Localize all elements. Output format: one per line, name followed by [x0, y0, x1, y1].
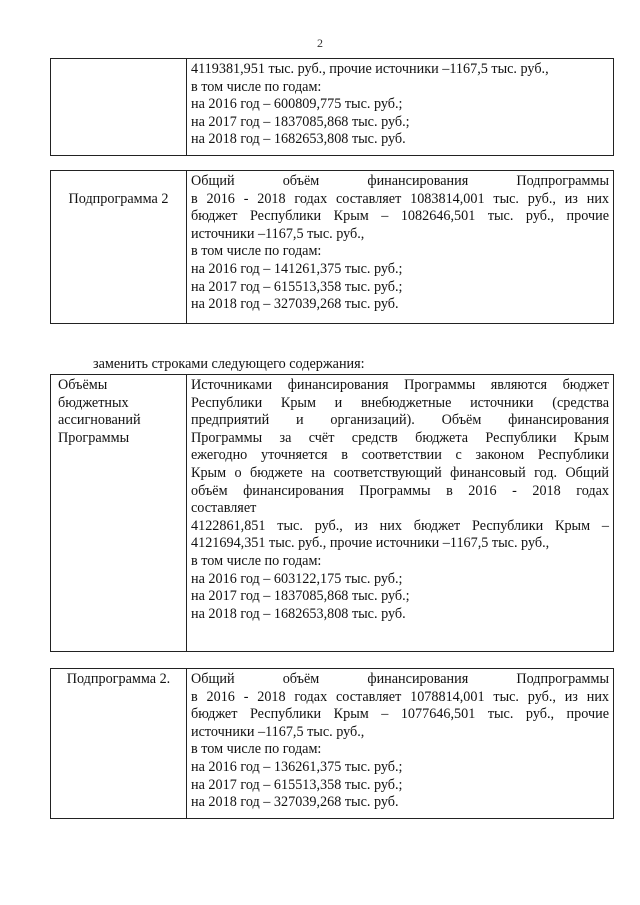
- label-cell: [51, 59, 187, 156]
- text-line: в 2016 - 2018 годах составляет 1078814,001 тыс. руб., из них: [191, 688, 609, 705]
- text-line: Крым о бюджете на соответствующий финансовый год. Общий: [191, 464, 609, 481]
- text-line: на 2017 год – 1837085,868 тыс. руб.;: [191, 113, 410, 130]
- text-line: Общий объём финансирования Подпрограммы: [191, 671, 609, 687]
- label-cell: [51, 375, 187, 652]
- replacement-intro: заменить строками следующего содержания:: [93, 356, 365, 372]
- table-row: [51, 669, 614, 819]
- text-line: в том числе по годам:: [191, 243, 322, 260]
- text-line: на 2017 год – 615513,358 тыс. руб.;: [191, 776, 403, 793]
- row-label: Подпрограмма 2.: [66, 671, 171, 687]
- text-line: Программы за счёт средств бюджета Республики Крым: [191, 429, 609, 446]
- text-line: на 2016 год – 141261,375 тыс. руб.;: [191, 260, 403, 277]
- text-line: бюджет Республики Крым – 1082646,501 тыс. руб., прочие: [191, 208, 609, 225]
- table-row: [51, 375, 614, 652]
- text-line: в 2016 - 2018 годах составляет 1083814,001 тыс. руб., из них: [191, 190, 609, 207]
- text-cell: [187, 171, 614, 324]
- text-line: на 2018 год – 1682653,808 тыс. руб.: [191, 131, 406, 148]
- text-line: в том числе по годам:: [191, 552, 322, 569]
- row-label: [51, 59, 186, 65]
- table-row: [51, 171, 614, 324]
- subprogram-2-new-table: [50, 668, 614, 819]
- text-line: на 2018 год – 327039,268 тыс. руб.: [191, 794, 399, 811]
- text-line: на 2018 год – 327039,268 тыс. руб.: [191, 296, 399, 313]
- row-label: Подпрограмма 2: [68, 191, 169, 207]
- text-line: предприятий и организаций). Объём финансирования: [191, 412, 609, 429]
- text-line: в том числе по годам:: [191, 78, 322, 95]
- text-line: на 2018 год – 1682653,808 тыс. руб.: [191, 605, 406, 622]
- label-line: Программы: [58, 429, 130, 446]
- label-line: ассигнований: [58, 412, 141, 429]
- text-cell: [187, 59, 614, 156]
- text-line: объём финансирования Программы в 2016 - 2018 годах: [191, 482, 609, 499]
- text-line: ежегодно уточняется в соответствии с законом Республики: [191, 447, 609, 464]
- text-cell: [187, 375, 614, 652]
- text-line: составляет: [191, 500, 257, 517]
- text-line: Общий объём финансирования Подпрограммы: [191, 173, 609, 189]
- label-cell: [51, 669, 187, 819]
- program-funding-table: [50, 374, 614, 652]
- text-line: бюджет Республики Крым – 1077646,501 тыс. руб., прочие: [191, 706, 609, 723]
- subprogram-2-old-table: [50, 170, 614, 324]
- table-row: [51, 59, 614, 156]
- label-line: бюджетных: [58, 394, 129, 411]
- label-line: Объёмы: [58, 377, 108, 393]
- page-number: 2: [317, 36, 323, 50]
- text-line: на 2016 год – 600809,775 тыс. руб.;: [191, 96, 403, 113]
- text-line: Республики Крым и внебюджетные источники (средства: [191, 394, 609, 411]
- text-line: Источниками финансирования Программы являются бюджет: [191, 377, 609, 393]
- text-line: источники –1167,5 тыс. руб.,: [191, 225, 365, 242]
- text-line: 4122861,851 тыс. руб., из них бюджет Республики Крым –: [191, 517, 609, 534]
- label-cell: [51, 171, 187, 324]
- text-line: 4119381,951 тыс. руб., прочие источники –1167,5 тыс. руб.,: [191, 61, 549, 77]
- text-line: на 2017 год – 615513,358 тыс. руб.;: [191, 278, 403, 295]
- text-line: в том числе по годам:: [191, 741, 322, 758]
- continuation-table: [50, 58, 614, 156]
- text-line: источники –1167,5 тыс. руб.,: [191, 723, 365, 740]
- text-line: 4121694,351 тыс. руб., прочие источники –1167,5 тыс. руб.,: [191, 535, 550, 552]
- text-cell: [187, 669, 614, 819]
- text-line: на 2016 год – 603122,175 тыс. руб.;: [191, 570, 403, 587]
- text-line: на 2016 год – 136261,375 тыс. руб.;: [191, 758, 403, 775]
- text-line: на 2017 год – 1837085,868 тыс. руб.;: [191, 588, 410, 605]
